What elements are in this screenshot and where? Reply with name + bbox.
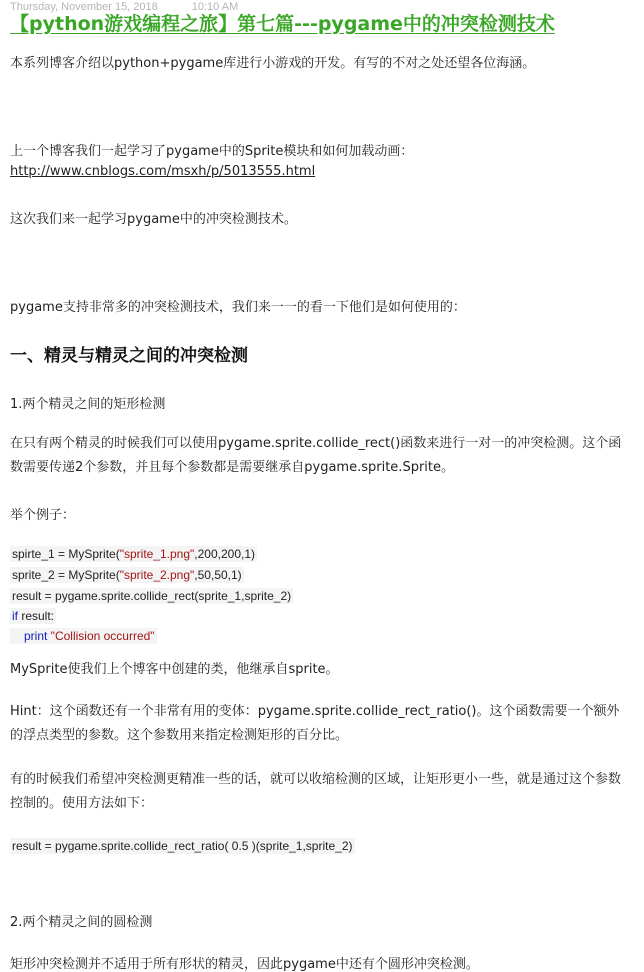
hint-paragraph: Hint：这个函数还有一个非常有用的变体：pygame.sprite.collide_rect_ratio()。这个函数需要一个额外的浮点类型的参数。这个参数用来指定检测矩形的百分比。 [10,704,620,743]
code-line-5: print "Collision occurred" [10,628,157,644]
article-title[interactable]: 【python游戏编程之旅】第七篇---pygame中的冲突检测技术 [10,13,555,35]
this-time-paragraph: 这次我们来一起学习pygame中的冲突检测技术。 [10,212,297,227]
code-line-3: result = pygame.sprite.collide_rect(sprite_1,sprite_2) [12,589,292,603]
support-paragraph: pygame支持非常多的冲突检测技术，我们来一一的看一下他们是如何使用的： [10,300,466,315]
previous-post-link[interactable]: http://www.cnblogs.com/msxh/p/5013555.html [10,164,316,179]
precise-paragraph: 有的时候我们希望冲突检测更精准一些的话，就可以收缩检测的区域，让矩形更小一些，就是通过这个参数控制的。使用方法如下： [10,772,622,811]
previous-post-text: 上一个博客我们一起学习了pygame中的Sprite模块和如何加载动画： [10,144,414,159]
previous-post-link-wrapper [10,164,315,179]
collide-rect-paragraph: 在只有两个精灵的时候我们可以使用pygame.sprite.collide_rect()函数来进行一对一的冲突检测。这个函数需要传递2个参数，并且每个参数都是需要继承自pygame.sprite.Sprite。 [10,436,622,475]
subheading-rect-check: 1.两个精灵之间的矩形检测 [10,397,166,412]
after-code-paragraph: MySprite使我们上个博客中创建的类，他继承自sprite。 [10,662,339,677]
code-ratio-line: result = pygame.sprite.collide_rect_ratio( 0.5 )(sprite_1,sprite_2) [12,839,353,853]
code-line-4: if result: [12,609,55,623]
section-heading: 一、精灵与精灵之间的冲突检测 [10,346,248,366]
code-line-2: sprite_2 = MySprite("sprite_2.png",50,50,1) [12,568,242,582]
cutoff-paragraph: 矩形冲突检测并不适用于所有形状的精灵，因此pygame中还有个圆形冲突检测。 [10,957,479,972]
subheading-circle-check: 2.两个精灵之间的圆检测 [10,915,153,930]
example-label: 举个例子： [10,508,76,523]
post-time: 10:10 AM [191,1,239,13]
post-date: Thursday, November 15, 2018 [10,1,158,13]
code-line-1: spirte_1 = MySprite("sprite_1.png",200,200,1) [12,547,256,561]
intro-paragraph: 本系列博客介绍以python+pygame库进行小游戏的开发。有写的不对之处还望各位海涵。 [10,56,536,71]
